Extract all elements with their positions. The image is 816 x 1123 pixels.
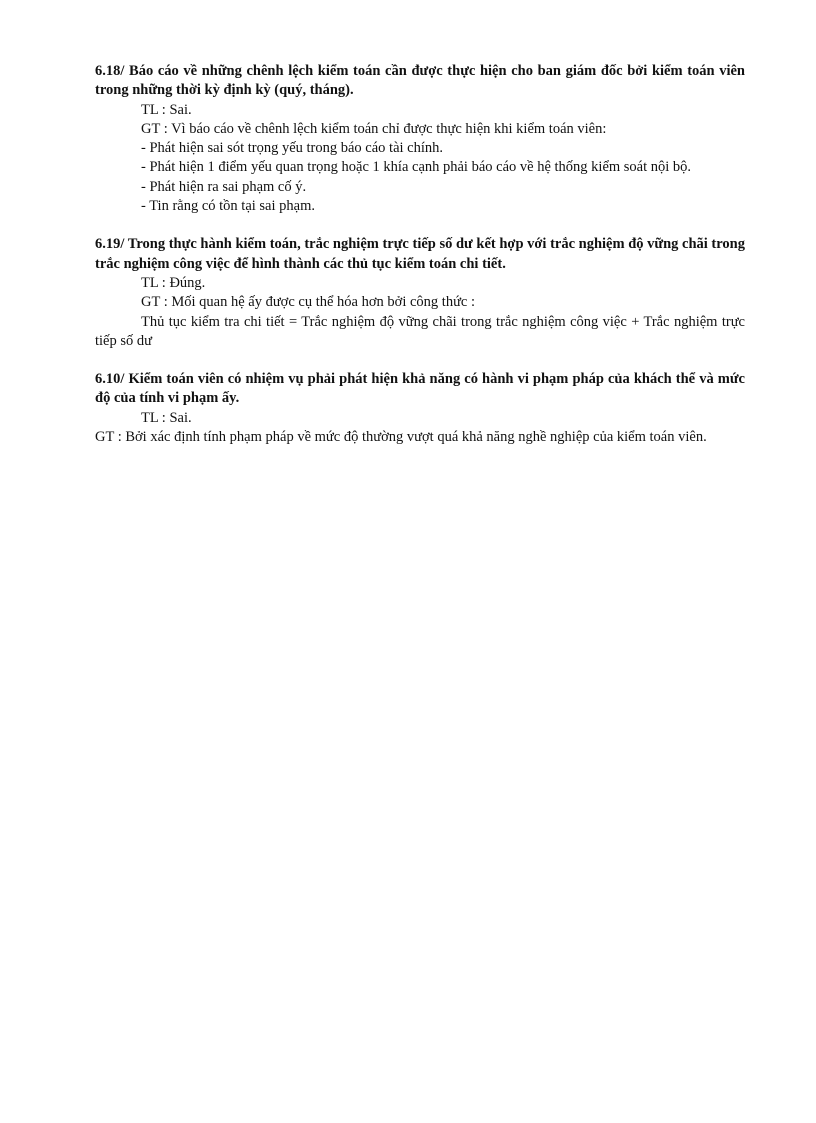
bullet-item: - Phát hiện ra sai phạm cố ý. xyxy=(141,178,307,195)
bullet-item: - Phát hiện 1 điểm yếu quan trọng hoặc 1 khía cạnh phải báo cáo về hệ thống kiểm soát nội bộ. xyxy=(141,159,692,176)
bullet-item: - Phát hiện sai sót trọng yếu trong báo cáo tài chính. xyxy=(141,140,444,157)
bullet-item: - Tin rằng có tồn tại sai phạm. xyxy=(141,198,315,215)
answer-line: TL : Sai. xyxy=(141,409,192,426)
document-page xyxy=(95,62,745,447)
answer-line: TL : Đúng. xyxy=(141,274,206,291)
answer-line: TL : Sai. xyxy=(141,101,192,118)
explanation-text: GT : Bởi xác định tính phạm pháp về mức độ thường vượt quá khả năng nghề nghiệp của kiểm toán viên. xyxy=(95,429,707,446)
formula-line: Thủ tục kiểm tra chi tiết = Trắc nghiệm độ vững chãi trong trắc nghiệm công việc + Trắc nghiệm trực tiếp số dư xyxy=(95,313,745,349)
question-title: 6.10/ Kiểm toán viên có nhiệm vụ phải phát hiện khả năng có hành vi phạm pháp của khách thể và mức độ của tính vi phạm ấy. xyxy=(95,371,745,407)
question-title: 6.19/ Trong thực hành kiểm toán, trắc nghiệm trực tiếp số dư kết hợp với trắc nghiệm độ vững chãi trong trắc nghiệm công việc để hình thành các thủ tục kiểm toán chi tiết. xyxy=(95,236,745,272)
explanation-intro: GT : Mối quan hệ ấy được cụ thể hóa hơn bởi công thức : xyxy=(141,294,476,311)
question-title: 6.18/ Báo cáo về những chênh lệch kiểm toán cần được thực hiện cho ban giám đốc bởi kiểm toán viên trong những thời kỳ định kỳ (quý, tháng). xyxy=(95,63,745,99)
explanation-intro: GT : Vì báo cáo về chênh lệch kiểm toán chỉ được thực hiện khi kiểm toán viên: xyxy=(141,120,607,137)
